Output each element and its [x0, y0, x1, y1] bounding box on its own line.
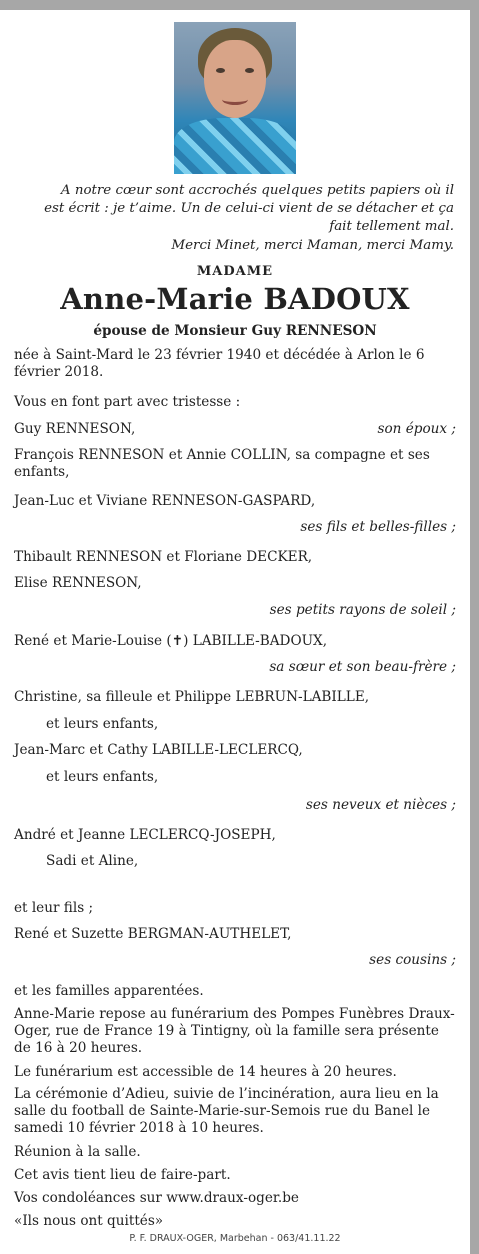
family-line: et les familles apparentées. [14, 983, 204, 999]
quote-line: est écrit : je t’aime. Un de celui-ci vient de se détacher et ça [44, 201, 454, 216]
relation-label: ses cousins ; [369, 952, 456, 968]
notice-info: Cet avis tient lieu de faire-part. [14, 1167, 231, 1183]
family-line: René et Marie-Louise (✝) LABILLE-BADOUX, [14, 633, 328, 649]
family-line: André et Jeanne LECLERCQ-JOSEPH, [14, 827, 276, 843]
portrait-photo [174, 22, 296, 174]
obituary-notice [0, 10, 470, 1254]
spouse-line: épouse de Monsieur Guy RENNESON [93, 323, 377, 339]
ceremony-info: La cérémonie d’Adieu, suivie de l’incinération, aura lieu en la salle du football de Sainte-Marie-sur-Semois rue du Banel le samedi 10 février 2018 à 10 heures. [14, 1086, 439, 1136]
quote-line: Merci Minet, merci Maman, merci Mamy. [171, 238, 454, 253]
family-line: et leur fils ; [14, 900, 94, 916]
deceased-name: Anne-Marie BADOUX [60, 282, 410, 316]
relation-label: ses petits rayons de soleil ; [269, 602, 456, 618]
family-line: Christine, sa filleule et Philippe LEBRUN-LABILLE, [14, 689, 370, 705]
relation-label: son époux ; [377, 421, 456, 437]
condolences-info: Vos condoléances sur www.draux-oger.be [14, 1190, 299, 1206]
family-line: et leurs enfants, [46, 716, 159, 732]
family-line: Elise RENNESON, [14, 575, 142, 591]
family-line: René et Suzette BERGMAN-AUTHELET, [14, 926, 292, 942]
family-line: Thibault RENNESON et Floriane DECKER, [14, 549, 313, 565]
family-line: François RENNESON et Annie COLLIN, sa compagne et ses enfants, [14, 447, 430, 480]
relation-label: sa sœur et son beau-frère ; [269, 659, 456, 675]
relation-label: ses neveux et nièces ; [305, 797, 456, 813]
funerarium-info: Anne-Marie repose au funérarium des Pompes Funèbres Draux-Oger, rue de France 19 à Tintigny, où la famille sera présente de 16 à 20 heures. [14, 1006, 455, 1056]
access-info: Le funérarium est accessible de 14 heures à 20 heures. [14, 1064, 397, 1080]
quote-line: fait tellement mal. [329, 219, 454, 234]
birth-death-info: née à Saint-Mard le 23 février 1940 et décédée à Arlon le 6 février 2018. [14, 347, 425, 380]
family-line: Jean-Luc et Viviane RENNESON-GASPARD, [14, 493, 316, 509]
family-line: Sadi et Aline, [46, 853, 139, 869]
reunion-info: Réunion à la salle. [14, 1144, 141, 1160]
relation-label: ses fils et belles-filles ; [300, 519, 456, 535]
quote-line: A notre cœur sont accrochés quelques petits papiers où il [60, 183, 454, 198]
announcement: Vous en font part avec tristesse : [14, 394, 241, 410]
family-line: et leurs enfants, [46, 769, 159, 785]
family-line: Jean-Marc et Cathy LABILLE-LECLERCQ, [14, 742, 303, 758]
honorific: MADAME [196, 264, 274, 279]
funeral-home-footer: P. F. DRAUX-OGER, Marbehan - 063/41.11.22 [129, 1233, 341, 1244]
family-line: Guy RENNESON, [14, 421, 136, 437]
tagline: «Ils nous ont quittés» [14, 1213, 164, 1229]
